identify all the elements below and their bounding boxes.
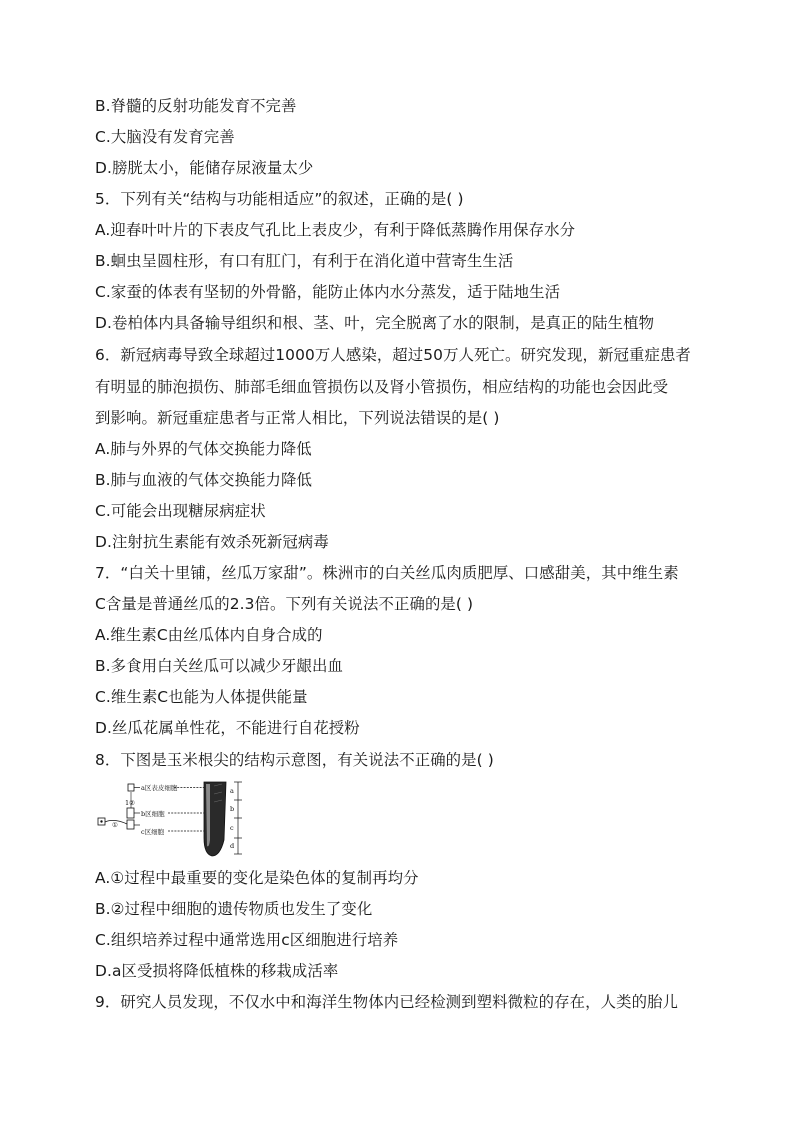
label-c-cells: c区细胞: [141, 828, 165, 836]
option-a-q7: A.维生素C由丝瓜体内自身合成的: [95, 626, 323, 644]
option-b-q6: B.肺与血液的气体交换能力降低: [95, 471, 313, 489]
label-a-cells: a区表皮细胞: [141, 784, 178, 792]
option-d-q7: D.丝瓜花属单性花，不能进行自花授粉: [95, 719, 360, 737]
option-b-q4: B.脊髓的反射功能发育不完善: [95, 97, 297, 115]
option-c-q8: C.组织培养过程中通常选用c区细胞进行培养: [95, 931, 399, 949]
question-7-stem-line-2: C含量是普通丝瓜的2.3倍。下列有关说法不正确的是( ): [95, 595, 474, 613]
option-d-q6: D.注射抗生素能有效杀死新冠病毒: [95, 533, 329, 551]
option-a-q6: A.肺与外界的气体交换能力降低: [95, 440, 312, 458]
zone-a-label: a: [230, 787, 234, 795]
cell-c-drawing: [127, 820, 134, 829]
option-a-q8: A.①过程中最重要的变化是染色体的复制再均分: [95, 869, 419, 887]
option-c-q4: C.大脑没有发育完善: [95, 128, 235, 146]
zone-d-label: d: [230, 842, 235, 850]
zone-b-label: b: [230, 805, 235, 813]
question-5-stem: 5．下列有关“结构与功能相适应”的叙述，正确的是( ): [95, 190, 464, 208]
question-6-stem-line-1: 6．新冠病毒导致全球超过1000万人感染，超过50万人死亡。研究发现，新冠重症患者: [95, 346, 691, 364]
option-b-q5: B.蛔虫呈圆柱形，有口有肛门，有利于在消化道中营寄生生活: [95, 252, 514, 270]
question-6-stem-line-3: 到影响。新冠重症患者与正常人相比，下列说法错误的是( ): [95, 409, 500, 427]
option-c-q7: C.维生素C也能为人体提供能量: [95, 688, 308, 706]
question-9-stem-line-1: 9．研究人员发现，不仅水中和海洋生物体内已经检测到塑料微粒的存在，人类的胎儿: [95, 993, 679, 1011]
question-7-stem-line-1: 7．“白关十里铺，丝瓜万家甜”。株洲市的白关丝瓜肉质肥厚、口感甜美，其中维生素: [95, 564, 679, 582]
root-tip-svg: [96, 780, 256, 860]
root-tip-diagram: [96, 780, 256, 860]
question-8-stem: 8．下图是玉米根尖的结构示意图，有关说法不正确的是( ): [95, 751, 494, 769]
marker-1-2: 1②: [125, 799, 135, 807]
option-b-q7: B.多食用白关丝瓜可以减少牙龈出血: [95, 657, 344, 675]
cell-b-drawing: [127, 808, 134, 818]
marker-1: ①: [112, 821, 118, 829]
option-d-q4: D.膀胱太小，能储存尿液量太少: [95, 159, 314, 177]
label-b-cells: b区细胞: [141, 810, 165, 818]
option-d-q8: D.a区受损将降低植株的移栽成活率: [95, 962, 339, 980]
option-b-q8: B.②过程中细胞的遗传物质也发生了变化: [95, 900, 373, 918]
option-c-q6: C.可能会出现糖尿病症状: [95, 502, 266, 520]
option-d-q5: D.卷柏体内具备输导组织和根、茎、叶，完全脱离了水的限制，是真正的陆生植物: [95, 314, 655, 332]
zone-c-label: c: [230, 824, 234, 832]
option-a-q5: A.迎春叶叶片的下表皮气孔比上表皮少，有利于降低蒸腾作用保存水分: [95, 221, 576, 239]
option-c-q5: C.家蚕的体表有坚韧的外骨骼，能防止体内水分蒸发，适于陆地生活: [95, 283, 561, 301]
question-6-stem-line-2: 有明显的肺泡损伤、肺部毛细血管损伤以及肾小管损伤，相应结构的功能也会因此受: [95, 378, 669, 396]
cell-a-drawing: [128, 784, 134, 791]
